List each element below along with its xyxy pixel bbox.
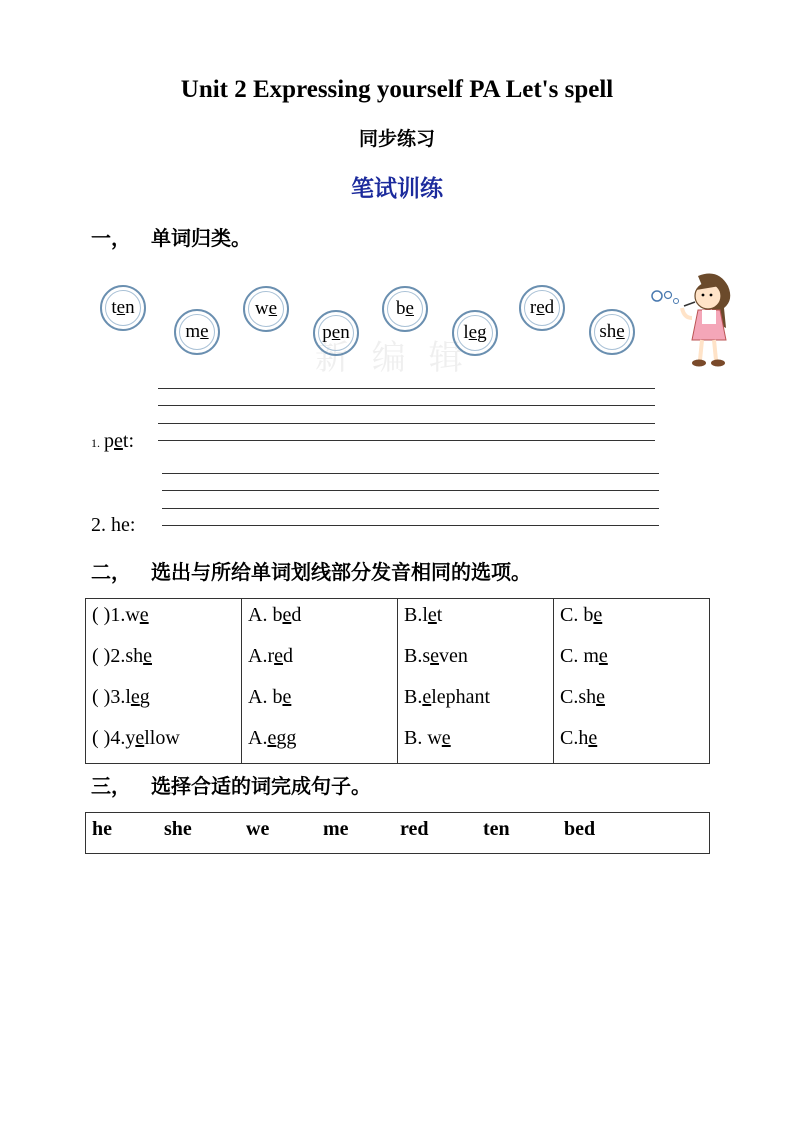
text-post: g <box>139 686 150 708</box>
word-bubble <box>519 285 565 331</box>
text-pre: C.sh <box>560 686 597 708</box>
option-c <box>560 722 703 763</box>
text-pre: B. w <box>404 727 442 749</box>
section1-instruction: 单词归类。 <box>151 226 251 250</box>
bubble-word <box>396 298 414 320</box>
text-underlined: e <box>441 727 451 749</box>
bubble-word-pre: w <box>254 298 269 319</box>
option-a-column <box>242 599 398 764</box>
option-a <box>248 599 391 640</box>
bubble-word-post: n <box>125 297 135 318</box>
bubble-word <box>599 321 624 343</box>
text-pre: B.s <box>404 645 431 667</box>
option-a <box>248 681 391 722</box>
text-pre: A. b <box>248 604 283 626</box>
bubble-word-post: g <box>477 322 487 343</box>
writing-line[interactable] <box>162 473 659 474</box>
word-bubble <box>174 309 220 355</box>
question-item <box>92 722 235 763</box>
option-a <box>248 722 391 763</box>
text-pre: A.r <box>248 645 275 667</box>
text-post: t <box>436 604 443 626</box>
section3-number: 三， <box>91 774 131 798</box>
section3-instruction: 选择合适的词完成句子。 <box>151 774 371 798</box>
text-pre: B. <box>404 686 423 708</box>
text-post: gg <box>276 727 297 749</box>
option-b-column <box>398 599 554 764</box>
option-b <box>404 599 547 640</box>
item1-label <box>91 430 134 453</box>
section1-header <box>91 222 251 251</box>
text-pre: A. b <box>248 686 283 708</box>
item1-number: 1. <box>91 436 100 450</box>
word-bubble <box>589 309 635 355</box>
option-b <box>404 722 547 763</box>
item1-word-pre: p <box>104 430 114 452</box>
text-pre: C. m <box>560 645 599 667</box>
item1-word-post: t: <box>122 430 135 452</box>
bubble-word-underlined: e <box>405 298 414 319</box>
text-post: llow <box>144 727 180 749</box>
bubble-word-underlined: e <box>616 321 625 342</box>
word-option: he <box>92 818 112 840</box>
word-box <box>85 812 710 854</box>
bubble-word <box>185 321 208 343</box>
text-post: ven <box>439 645 468 667</box>
text-pre: A. <box>248 727 268 749</box>
text-pre: C.h <box>560 727 589 749</box>
bubble-word-pre: sh <box>599 321 617 342</box>
word-option: me <box>323 818 349 840</box>
section1-number: 一， <box>91 226 131 250</box>
text-underlined: e <box>588 727 598 749</box>
bubble-word-post: d <box>544 297 555 318</box>
bubble-word <box>463 322 486 344</box>
word-bubble <box>243 286 289 332</box>
writing-line[interactable] <box>158 388 655 389</box>
word-option: we <box>246 818 270 840</box>
text-underlined: e <box>598 645 608 667</box>
writing-line[interactable] <box>158 405 655 406</box>
question-item <box>92 640 235 681</box>
word-option: ten <box>483 818 510 840</box>
option-a <box>248 640 391 681</box>
bubble-word-pre: m <box>185 321 201 342</box>
item2-label: 2. he: <box>91 514 136 536</box>
options-table <box>85 598 710 764</box>
text-underlined: e <box>427 604 437 626</box>
bubble-word-underlined: e <box>331 322 341 343</box>
section3-header <box>91 770 371 799</box>
text-underlined: e <box>135 727 145 749</box>
item1-word-underlined: e <box>114 430 123 452</box>
text-pre: ( )3.l <box>92 686 131 708</box>
bubble-word-pre: p <box>322 322 332 343</box>
bubble-word-underlined: e <box>268 298 278 319</box>
girl-blowing-bubbles-icon <box>648 268 738 370</box>
text-post: d <box>283 645 293 667</box>
text-underlined: e <box>143 645 152 667</box>
bubble-word-pre: t <box>111 297 117 318</box>
text-underlined: e <box>430 645 440 667</box>
option-c-column <box>554 599 710 764</box>
word-bubble <box>382 286 428 332</box>
question-item <box>92 599 235 640</box>
bubble-word <box>530 297 554 319</box>
text-underlined: e <box>422 686 432 708</box>
text-pre: ( )4.y <box>92 727 136 749</box>
section2-number: 二， <box>91 560 131 584</box>
writing-line[interactable] <box>158 423 655 424</box>
section-heading: 笔试训练 <box>351 176 443 202</box>
section2-header <box>91 556 531 585</box>
text-underlined: e <box>274 645 283 667</box>
option-b <box>404 640 547 681</box>
watermark: 新 编 辑 <box>315 338 469 378</box>
questions-column <box>86 599 242 764</box>
writing-line[interactable] <box>158 440 655 441</box>
text-underlined: e <box>593 604 603 626</box>
page-subtitle: 同步练习 <box>358 128 435 150</box>
text-pre: ( )1.w <box>92 604 140 626</box>
bubble-word <box>111 297 134 319</box>
word-bubble <box>313 310 359 356</box>
question-item <box>92 681 235 722</box>
bubble-word-underlined: e <box>116 297 126 318</box>
text-underlined: e <box>596 686 606 708</box>
bubble-word-underlined: e <box>468 322 478 343</box>
section2-instruction: 选出与所给单词划线部分发音相同的选项。 <box>151 560 531 584</box>
option-c <box>560 640 703 681</box>
bubble-word-post: n <box>340 322 350 343</box>
bubble-word-pre: l <box>463 322 469 343</box>
text-post: d <box>291 604 302 626</box>
bubble-word-underlined: e <box>200 321 209 342</box>
bubble-word <box>322 322 349 344</box>
word-option: she <box>164 818 192 840</box>
bubble-word <box>255 298 277 320</box>
text-pre: C. b <box>560 604 594 626</box>
option-c <box>560 599 703 640</box>
writing-line[interactable] <box>162 490 659 491</box>
text-underlined: e <box>282 686 292 708</box>
bubble-word-underlined: e <box>536 297 545 318</box>
text-underlined: e <box>267 727 277 749</box>
word-bubble <box>100 285 146 331</box>
page-title: Unit 2 Expressing yourself PA Let's spell <box>180 76 614 103</box>
option-c <box>560 681 703 722</box>
text-underlined: e <box>282 604 292 626</box>
word-option: bed <box>564 818 596 840</box>
word-bubble <box>452 310 498 356</box>
bubble-word-pre: b <box>396 298 406 319</box>
writing-line[interactable] <box>162 508 659 509</box>
text-post: lephant <box>431 686 491 708</box>
text-pre: B.l <box>404 604 428 626</box>
option-b <box>404 681 547 722</box>
text-underlined: e <box>130 686 140 708</box>
bubble-word-pre: r <box>529 297 537 318</box>
word-option: red <box>400 818 429 840</box>
text-underlined: e <box>139 604 149 626</box>
text-pre: ( )2.sh <box>92 645 144 667</box>
writing-line[interactable] <box>162 525 659 526</box>
